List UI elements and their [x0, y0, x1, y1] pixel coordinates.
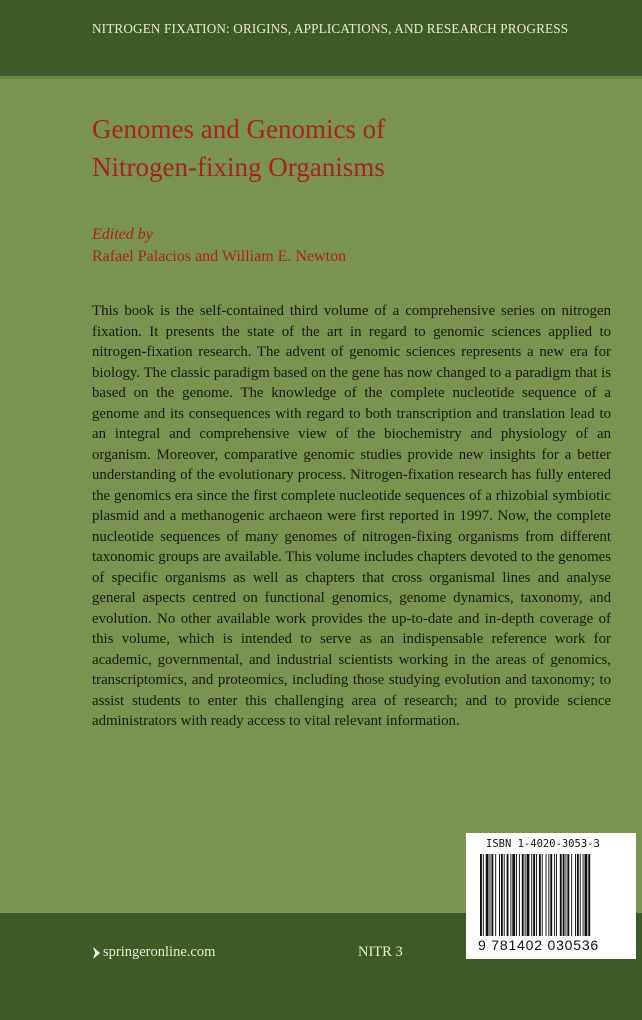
- series-title: NITROGEN FIXATION: ORIGINS, APPLICATIONS, AND RESEARCH PROGRESS: [92, 21, 569, 36]
- editors-names: Rafael Palacios and William E. Newton: [92, 248, 347, 265]
- chevron-right-icon: [92, 946, 101, 960]
- divider-stripe: [0, 76, 642, 79]
- barcode-bar: [490, 854, 491, 936]
- barcode-bar: [480, 854, 482, 936]
- barcode-bar: [577, 854, 579, 936]
- publisher-website-link[interactable]: [92, 944, 215, 961]
- barcode-bar: [495, 854, 496, 936]
- barcode-bar: [588, 854, 590, 936]
- barcode-bar: [580, 854, 581, 936]
- barcode-bar: [516, 854, 517, 936]
- edited-by-label: Edited by: [92, 226, 153, 243]
- book-title-line-1: Genomes and Genomics of: [92, 114, 386, 144]
- barcode-bar: [533, 854, 535, 936]
- barcode-bar: [583, 854, 584, 936]
- barcode-bar: [550, 854, 552, 936]
- barcode-bar: [585, 854, 588, 936]
- barcode-bar: [566, 854, 567, 936]
- barcode-bar: [575, 854, 576, 936]
- barcode-bar: [510, 854, 511, 936]
- barcode-bar: [567, 854, 569, 936]
- barcode-bar: [486, 854, 489, 936]
- barcode-bar: [563, 854, 565, 936]
- book-title: [92, 110, 612, 186]
- barcode-bars: [480, 854, 626, 936]
- isbn-text: ISBN 1-4020-3053-3: [486, 838, 600, 850]
- barcode-bar: [507, 854, 509, 936]
- barcode-bar: [546, 854, 547, 936]
- barcode-bar: [512, 854, 515, 936]
- barcode-bar: [499, 854, 500, 936]
- barcode-bar: [536, 854, 537, 936]
- series-code: NITR 3: [358, 944, 403, 960]
- book-description: This book is the self-contained third volume of a comprehensive series on nitrogen fixation. It presents the state of the art in regard to genomic sciences applied to nitrogen-fixation research. The advent of genomic sciences represents a new era for biology. The classic paradigm based on the gene has now changed to a paradigm that is based on the genome. The knowledge of the complete nucleotide sequence of a genome and its consequences with regard to both transcription and translation lead to an integral and comprehensive view of the biochemistry and physiology of an organism. Moreover, comparative genomic studies provide new insights for a better understanding of the evolutionary process. Nitrogen-fixation research has fully entered the genomics era since the first complete nucleotide sequences of a rhizobial symbiotic plasmid and a methanogenic archaeon were first reported in 1997. Now, the complete nucleotide sequences of many genomes of nitrogen-fixing organisms from different taxonomic groups are available. This volume includes chapters devoted to the genomes of specific organisms as well as chapters that cross organismal lines and analyse general aspects centred on functional genomics, genome dynamics, taxonomy, and evolution. No other available work provides the up-to-date and in-depth coverage of this volume, which is intended to serve as an indispensable reference work for academic, governmental, and industrial scientists working in the areas of genomics, transcriptomics, and proteomics, including those studying evolution and taxonomy; to assist students to enter this challenging area of research; and to provide science administrators with ready access to vital relevant information.: [92, 303, 611, 729]
- barcode-bar: [491, 854, 493, 936]
- isbn-barcode: [466, 833, 636, 959]
- barcode-bar: [504, 854, 505, 936]
- barcode-bar: [501, 854, 503, 936]
- barcode-bar: [556, 854, 557, 936]
- barcode-bar: [525, 854, 526, 936]
- barcode-bar: [527, 854, 530, 936]
- barcode-bar: [539, 854, 541, 936]
- barcode-bar: [560, 854, 562, 936]
- barcode-bar: [483, 854, 484, 936]
- barcode-bar: [542, 854, 543, 936]
- ean-digits: 9 781402 030536: [478, 937, 599, 953]
- barcode-bar: [554, 854, 555, 936]
- barcode-bar: [531, 854, 532, 936]
- book-title-line-2: Nitrogen-fixing Organisms: [92, 152, 385, 182]
- publisher-website-text: springeronline.com: [103, 944, 216, 960]
- barcode-bar: [571, 854, 572, 936]
- top-band: [0, 0, 642, 76]
- barcode-bar: [548, 854, 549, 936]
- barcode-bar: [519, 854, 520, 936]
- barcode-bar: [522, 854, 524, 936]
